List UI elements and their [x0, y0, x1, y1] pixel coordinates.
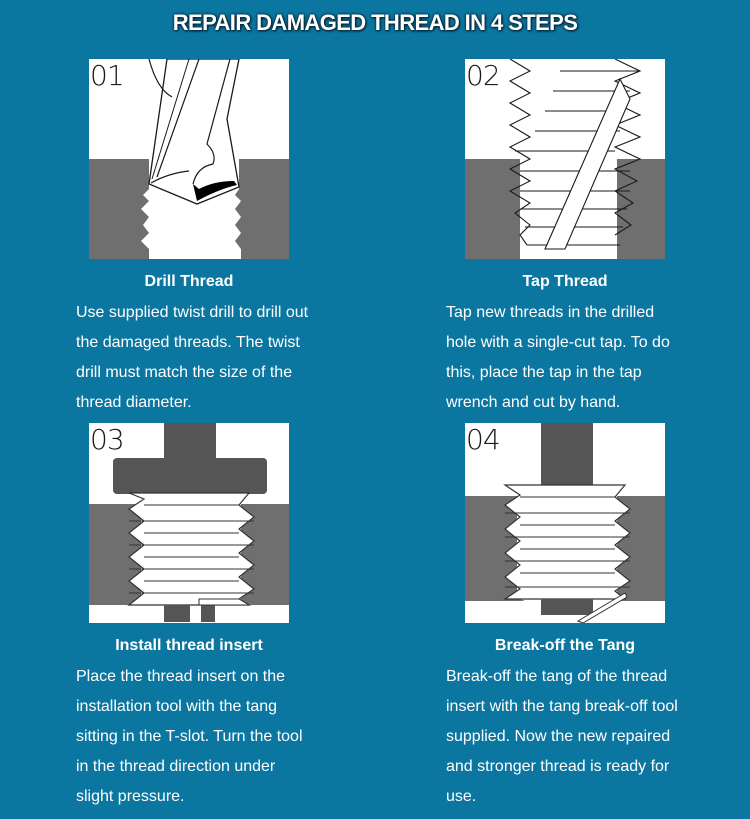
description-line: insert with the tang break-off tool	[446, 698, 678, 715]
step-2-title: Tap Thread	[522, 273, 608, 290]
step-1-illustration	[89, 59, 289, 259]
step-number: 03	[90, 423, 124, 456]
description-line: wrench and cut by hand.	[446, 394, 621, 411]
step-4-illustration	[465, 423, 665, 623]
description-line: installation tool with the tang	[76, 698, 278, 715]
step-2-description	[446, 298, 736, 418]
step-number: 01	[90, 59, 124, 92]
description-line: use.	[446, 788, 477, 805]
description-line: thread diameter.	[76, 394, 192, 411]
description-line: Break-off the tang of the thread	[446, 668, 668, 685]
step-3-illustration	[89, 423, 289, 623]
description-line: Place the thread insert on the	[76, 668, 286, 685]
description-line: hole with a single-cut tap. To do	[446, 334, 670, 351]
description-line: Tap new threads in the drilled	[446, 304, 655, 321]
step-3-title: Install thread insert	[115, 637, 263, 654]
description-line: this, place the tap in the tap	[446, 364, 642, 381]
step-number: 02	[466, 59, 500, 92]
step-4-description	[446, 662, 736, 812]
description-line: Use supplied twist drill to drill out	[76, 304, 309, 321]
description-line: sitting in the T-slot. Turn the tool	[76, 728, 303, 745]
step-3-description	[76, 662, 366, 812]
description-line: in the thread direction under	[76, 758, 276, 775]
description-line: drill must match the size of the	[76, 364, 293, 381]
description-line: supplied. Now the new repaired	[446, 728, 671, 745]
step-1-title: Drill Thread	[144, 273, 234, 290]
page-title: REPAIR DAMAGED THREAD IN 4 STEPS	[172, 10, 578, 35]
step-number: 04	[466, 423, 500, 456]
description-line: the damaged threads. The twist	[76, 334, 300, 351]
step-1-description	[76, 298, 366, 418]
description-line: and stronger thread is ready for	[446, 758, 670, 775]
step-2-illustration	[465, 59, 665, 259]
step-4-title: Break-off the Tang	[494, 637, 636, 654]
description-line: slight pressure.	[76, 788, 185, 805]
